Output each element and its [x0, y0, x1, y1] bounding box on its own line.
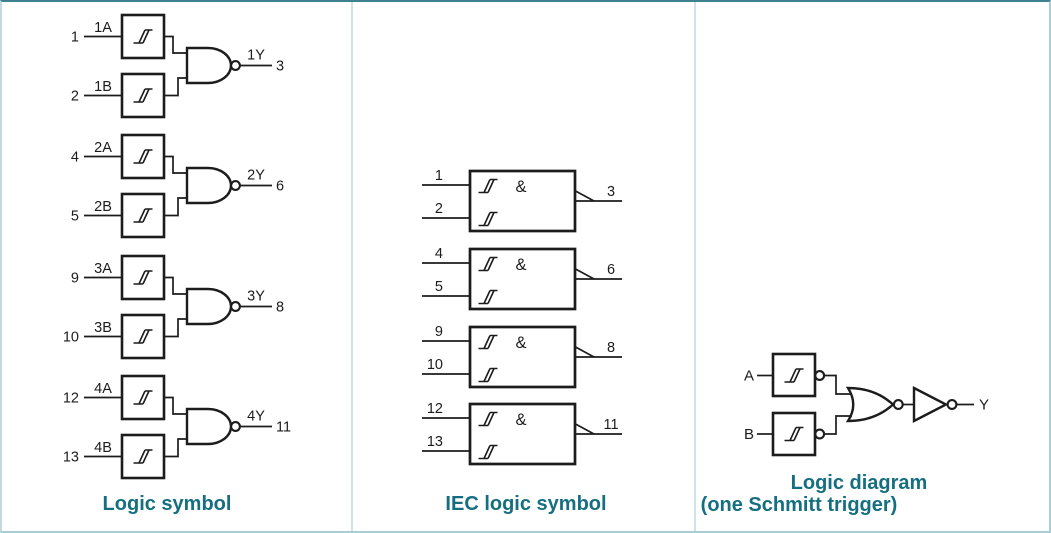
- pin-number: 10: [62, 329, 79, 346]
- hysteresis-icon: [479, 413, 498, 426]
- pin-number: 11: [603, 417, 619, 433]
- caption-iec-logic-symbol: IEC logic symbol: [445, 493, 607, 515]
- schmitt-box: [122, 376, 164, 419]
- pin-number: 9: [434, 324, 443, 340]
- pin-number: 12: [62, 390, 79, 407]
- nand-gate: [187, 168, 231, 203]
- pin-label: 2A: [94, 140, 112, 156]
- pin-number: 13: [426, 434, 443, 450]
- and-operator: &: [515, 334, 527, 352]
- polarity-wedge-icon: [576, 191, 595, 201]
- iec-gate-2: [422, 246, 622, 309]
- hysteresis-icon: [479, 180, 498, 193]
- schmitt-box: [122, 15, 164, 58]
- pin-number: 6: [606, 262, 616, 278]
- logic-symbol-gate-4: [63, 376, 291, 478]
- hysteresis-icon: [479, 291, 498, 304]
- pin-number: 5: [434, 279, 443, 295]
- pin-label: 3B: [94, 320, 112, 336]
- pin-number: 4: [70, 149, 79, 166]
- nand-gate: [187, 48, 231, 83]
- iec-gate-3: [422, 324, 622, 387]
- pin-number: 2: [70, 88, 79, 105]
- pin-number: 12: [426, 401, 443, 417]
- hysteresis-icon: [134, 391, 153, 404]
- pin-label: 2B: [94, 199, 112, 215]
- hysteresis-icon: [479, 446, 498, 459]
- output-label: Y: [979, 396, 990, 414]
- pin-number: 3: [276, 58, 285, 75]
- pin-number: 5: [70, 208, 79, 225]
- schmitt-box: [122, 435, 164, 478]
- pin-number: 8: [606, 340, 616, 356]
- schmitt-box: [122, 74, 164, 117]
- schmitt-box: [122, 194, 164, 237]
- hysteresis-icon: [134, 450, 153, 463]
- pin-number: 11: [276, 419, 292, 436]
- iec-gate-1: [422, 168, 622, 231]
- input-label: A: [743, 367, 754, 385]
- nand-gate: [187, 289, 231, 324]
- or-gate: [848, 388, 893, 421]
- hysteresis-icon: [134, 330, 153, 343]
- polarity-wedge-icon: [576, 347, 595, 357]
- and-operator: &: [515, 178, 527, 196]
- input-label: B: [743, 426, 754, 443]
- hysteresis-icon: [785, 369, 804, 382]
- pin-number: 1: [434, 168, 443, 184]
- hysteresis-icon: [134, 30, 153, 43]
- pin-label: 4B: [94, 440, 112, 456]
- pin-number: 8: [276, 299, 285, 316]
- wire: [164, 439, 187, 457]
- pin-label: 1B: [94, 79, 112, 95]
- wire: [164, 319, 187, 337]
- hysteresis-icon: [479, 369, 498, 382]
- hysteresis-icon: [134, 89, 153, 102]
- and-operator: &: [515, 411, 527, 429]
- hysteresis-icon: [479, 336, 498, 349]
- caption-logic-diagram-line2: (one Schmitt trigger): [700, 494, 898, 516]
- wire: [164, 37, 187, 54]
- negation-bubble-icon: [231, 61, 240, 70]
- hysteresis-icon: [134, 150, 153, 163]
- wire: [164, 278, 187, 295]
- inverter-gate: [914, 388, 946, 421]
- schmitt-box: [122, 256, 164, 299]
- pin-number: 13: [62, 449, 79, 466]
- pin-number: 2: [434, 201, 443, 217]
- hysteresis-icon: [134, 271, 153, 284]
- pin-number: 4: [434, 246, 443, 262]
- caption-logic-symbol: Logic symbol: [102, 493, 232, 515]
- negation-bubble-icon: [815, 430, 824, 439]
- wire: [824, 376, 852, 395]
- negation-bubble-icon: [231, 422, 240, 431]
- schmitt-box: [122, 315, 164, 358]
- hysteresis-icon: [785, 428, 804, 441]
- negation-bubble-icon: [948, 400, 957, 409]
- and-operator: &: [515, 256, 527, 274]
- wire: [824, 416, 852, 434]
- logic-symbol-gate-3: [63, 256, 284, 358]
- pin-number: 9: [70, 270, 79, 287]
- pin-label: 4A: [94, 381, 112, 397]
- logic-symbol-gate-2: [71, 135, 284, 237]
- nand-gate: [187, 409, 231, 444]
- output-label: 1Y: [247, 47, 265, 64]
- schmitt-box: [773, 413, 815, 455]
- wire: [164, 198, 187, 216]
- wire: [164, 398, 187, 415]
- negation-bubble-icon: [231, 181, 240, 190]
- hysteresis-icon: [479, 213, 498, 226]
- output-label: 4Y: [247, 408, 265, 425]
- hysteresis-icon: [134, 209, 153, 222]
- logic-symbol-gate-1: [71, 15, 284, 117]
- schematic-canvas: [2, 2, 1049, 531]
- iec-gate-4: [422, 401, 622, 464]
- polarity-wedge-icon: [576, 269, 595, 279]
- schmitt-box: [122, 135, 164, 178]
- negation-bubble-icon: [231, 302, 240, 311]
- pin-label: 1A: [94, 20, 112, 36]
- pin-label: 3A: [94, 261, 112, 277]
- pin-number: 3: [606, 184, 616, 200]
- caption-logic-diagram-line1: Logic diagram: [790, 472, 928, 494]
- pin-number: 1: [70, 29, 79, 46]
- pin-number: 10: [426, 357, 443, 373]
- wire: [164, 78, 187, 96]
- logic-diagram-one-trigger: [744, 354, 989, 455]
- pin-number: 6: [276, 178, 285, 195]
- hysteresis-icon: [479, 258, 498, 271]
- output-label: 3Y: [247, 288, 265, 305]
- output-label: 2Y: [247, 167, 265, 184]
- wire: [164, 157, 187, 174]
- negation-bubble-icon: [815, 371, 824, 380]
- negation-bubble-icon: [894, 400, 903, 409]
- polarity-wedge-icon: [576, 424, 595, 434]
